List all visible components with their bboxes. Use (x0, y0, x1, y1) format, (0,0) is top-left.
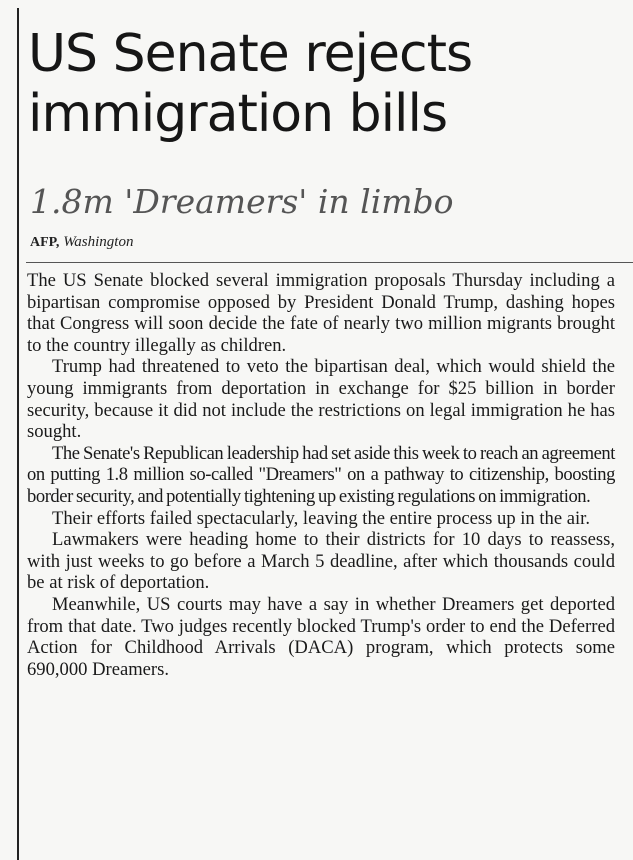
article-paragraph: The US Senate blocked several immigration proposals Thursday including a bipartisan compromise opposed by President Donald Trump, dashing hopes that Congress will soon decide the fate of nearly two million migrants brought to the country illegally as children. (27, 270, 615, 356)
article-paragraph: Lawmakers were heading home to their districts for 10 days to reassess, with just weeks to go before a March 5 deadline, after which thousands could be at risk of deportation. (27, 529, 615, 594)
headline: US Senate rejects immigration bills (28, 24, 473, 144)
byline-location: Washington (63, 234, 134, 250)
subheadline: 1.8m 'Dreamers' in limbo (30, 182, 454, 221)
article-paragraph: Their efforts failed spectacularly, leaving the entire process up in the air. (52, 507, 590, 529)
article-body (27, 270, 615, 680)
column-rule (17, 8, 19, 860)
byline-agency: AFP, (30, 235, 60, 250)
byline-divider (26, 262, 633, 263)
article-paragraph: The Senate's Republican leadership had set aside this week to reach an agreement on putting 1.8 million so-called "Dreamers" on a pathway to citizenship, boosting border security, and potentially tightening up existing regulations on immigration. (27, 442, 615, 507)
article-paragraph: Trump had threatened to veto the bipartisan deal, which would shield the young immigrants from deportation in exchange for $25 billion in border security, because it did not include the restrictions on legal immigration he has sought. (27, 356, 615, 443)
article-paragraph: Meanwhile, US courts may have a say in whether Dreamers get deported from that date. Two judges recently blocked Trump's order to end the Deferred Action for Childhood Arrivals (DACA) program, which protects some 690,000 Dreamers. (27, 593, 615, 680)
byline (30, 233, 133, 252)
